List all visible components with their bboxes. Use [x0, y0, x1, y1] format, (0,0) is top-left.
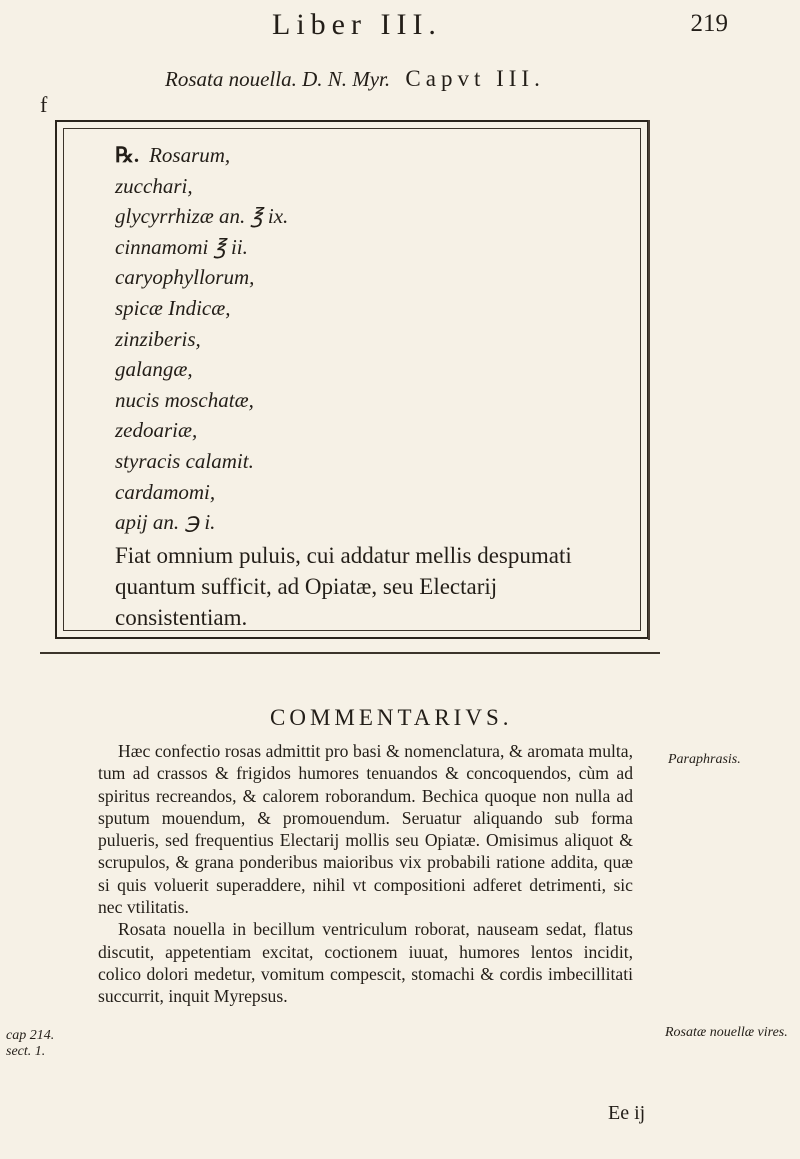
recipe-line: apij an. ℈ i. — [115, 510, 216, 535]
recipe-line: galangæ, — [115, 357, 193, 382]
chapter-number: Capvt III. — [405, 66, 545, 91]
commentary-paragraph: Hæc confectio rosas admittit pro basi & nomenclatura, & aromata multa, tum ad crassos & frigidos humores tenuandos & concoquendos, cùm ad spiritus recreandos, & calorem roborandum. Bechica quoque non nulla ad sputum mouendum, & promouendum. Seruatur aliquando sub forma pulueris, sed frequentius Electarij mollis seu Opiatæ. Omisimus aliquot & scrupulos, & grana ponderibus maioribus vix probabili ratione addita, quæ si quis voluerit superaddere, nihil vt compositioni adferet detrimenti, sic nec vtilitatis. — [98, 741, 633, 918]
signature-mark: Ee ij — [608, 1102, 646, 1124]
page-number: 219 — [690, 10, 728, 37]
margin-note-vires: Rosatæ nouellæ vires. — [665, 1025, 788, 1040]
recipe-line: cinnamomi ℥ ii. — [115, 234, 248, 259]
box-side-rule — [648, 120, 650, 640]
recipe-instruction: Fiat omnium puluis, cui addatur mellis despumati quantum sufficit, ad Opiatæ, seu Electarij consistentiam. — [115, 542, 572, 630]
recipe-line: zinziberis, — [115, 326, 201, 351]
margin-note-paraphrasis: Paraphrasis. — [668, 752, 741, 767]
chapter-subhead — [165, 66, 545, 92]
recipe-text — [115, 140, 635, 633]
recipe-line: nucis moschatæ, — [115, 387, 254, 412]
recipe-line: glycyrrhizæ an. ℥ ix. — [115, 204, 289, 229]
recipe-line: spicæ Indicæ, — [115, 295, 231, 320]
recipe-line: styracis calamit. — [115, 448, 254, 473]
recipe-source: Rosata nouella. D. N. Myr. — [165, 67, 391, 91]
section-divider — [40, 652, 660, 654]
margin-note-reference: cap 214. sect. 1. — [6, 1028, 55, 1059]
recipe-line: zedoariæ, — [115, 418, 198, 443]
recipe-line: caryophyllorum, — [115, 265, 255, 290]
recipe-symbol: ℞. — [115, 143, 140, 167]
recipe-line: cardamomi, — [115, 479, 216, 504]
running-head — [0, 8, 800, 48]
commentary-heading: COMMENTARIVS. — [270, 705, 513, 730]
recipe-line: zucchari, — [115, 173, 193, 198]
book-title: Liber III. — [272, 8, 442, 41]
commentary-paragraph: Rosata nouella in becillum ventriculum roborat, nauseam sedat, flatus discutit, appetentiam excitat, coctionem iuuat, humores lentos incidit, colico dolori medetur, vomitum compescit, stomachi & cordis imbecillitati succurrit, inquit Myrepsus. — [98, 919, 633, 1007]
recipe-line: ℞. Rosarum, — [115, 143, 231, 167]
recipe-box — [55, 120, 649, 639]
gutter-mark: f — [40, 92, 48, 117]
commentary-body — [98, 740, 633, 1008]
